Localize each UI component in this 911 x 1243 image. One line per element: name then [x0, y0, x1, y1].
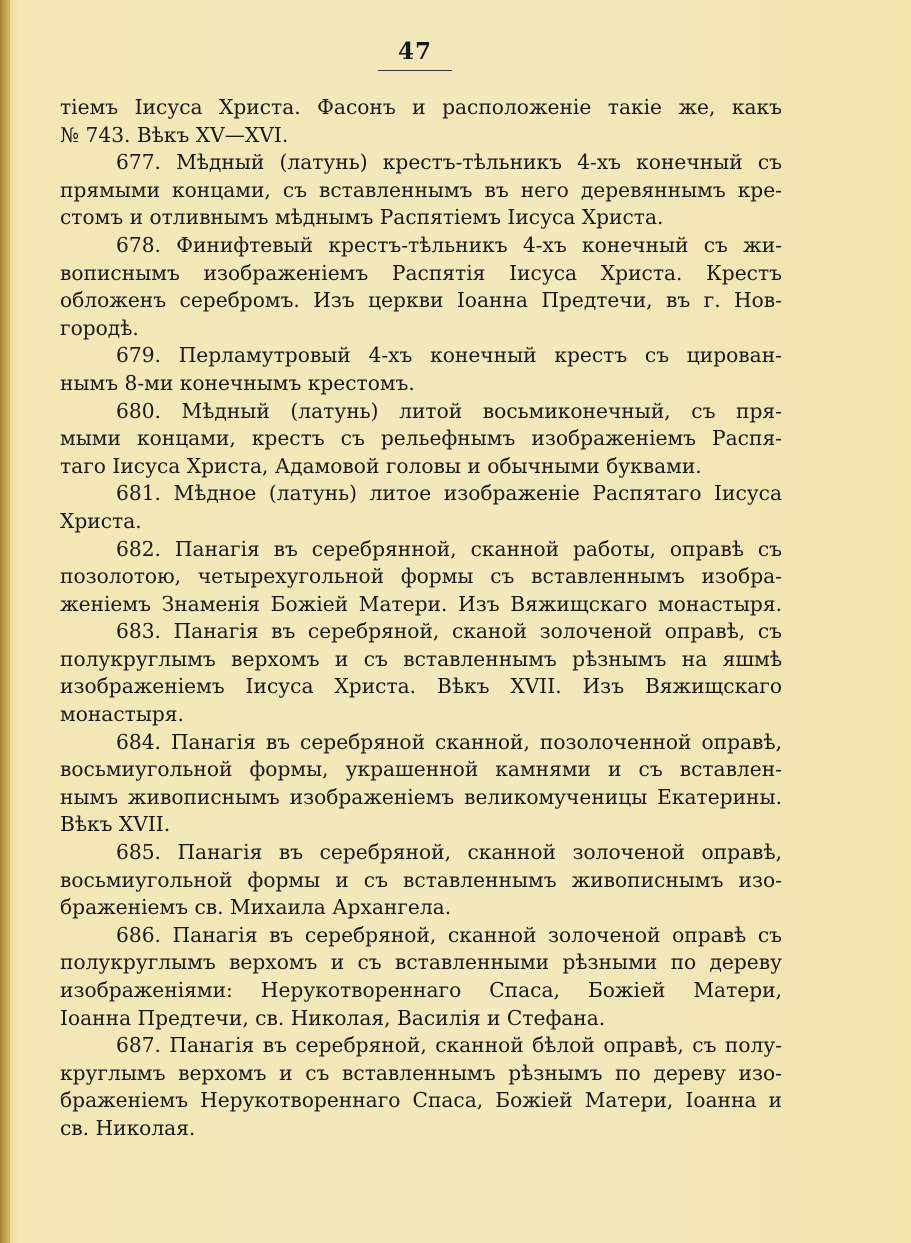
text-line: 681. Мѣдное (латунь) литое изображеніе Распятаго Іисуса [116, 481, 782, 506]
text-line: браженіемъ св. Михаила Архангела. [60, 895, 452, 920]
text-line: мыми концами, крестъ съ рельефнымъ изображеніемъ Распя- [60, 426, 782, 451]
text-line: вописнымъ изображеніемъ Распятія Іисуса Христа. Крестъ [60, 260, 782, 285]
text-line: 677. Мѣдный (латунь) крестъ-тѣльникъ 4-хъ конечный съ [116, 150, 782, 175]
text-line: Вѣкъ XVII. [60, 812, 171, 837]
text-line: прямыми концами, съ вставленнымъ въ него деревяннымъ кре- [60, 177, 782, 202]
text-line: Іоанна Предтечи, св. Николая, Василія и Стефана. [60, 1005, 606, 1030]
text-line: полукруглымъ верхомъ и съ вставленнымъ рѣзнымъ на яшмѣ [60, 646, 782, 671]
body-text [60, 94, 782, 1143]
text-line: 683. Панагія въ серебряной, сканой золоченой оправѣ, съ [116, 619, 782, 644]
text-line: монастыря. [60, 702, 184, 727]
text-line: 684. Панагія въ серебряной сканной, позолоченной оправѣ, [116, 729, 782, 754]
text-line: женіемъ Знаменія Божіей Матери. Изъ Вяжищскаго монастыря. [60, 591, 782, 616]
text-line: нымъ 8-ми конечнымъ крестомъ. [60, 370, 415, 395]
text-line: св. Николая. [60, 1115, 196, 1140]
text-line: круглымъ верхомъ и съ вставленнымъ рѣзнымъ по дереву изо- [60, 1060, 782, 1085]
text-line: позолотою, четырехугольной формы съ вставленнымъ изобра- [60, 564, 782, 589]
text-line: 682. Панагія въ серебрянной, сканной работы, оправѣ съ [116, 536, 782, 561]
text-line: городѣ. [60, 315, 139, 340]
text-line: № 743. Вѣкъ XV—XVI. [60, 122, 289, 147]
text-line: восьмиугольной формы, украшенной камнями и съ вставлен- [60, 757, 782, 782]
text-line: 679. Перламутровый 4-хъ конечный крестъ съ цирован- [116, 343, 782, 368]
text-line: изображеніемъ Іисуса Христа. Вѣкъ XVII. Изъ Вяжищскаго [60, 674, 782, 699]
text-line: 686. Панагія въ серебряной, сканной золоченой оправѣ съ [116, 922, 782, 947]
text-line: 678. Финифтевый крестъ-тѣльникъ 4-хъ конечный съ жи- [116, 232, 782, 257]
text-line: изображеніями: Нерукотвореннаго Спаса, Божіей Матери, [60, 978, 782, 1002]
text-line: обложенъ серебромъ. Изъ церкви Іоанна Предтечи, въ г. Нов- [60, 288, 782, 313]
text-line: браженіемъ Нерукотвореннаго Спаса, Божіей Матери, Іоанна и [60, 1088, 782, 1113]
text-line: стомъ и отливнымъ мѣднымъ Распятіемъ Іисуса Христа. [60, 205, 664, 230]
page-number-rule [378, 70, 452, 71]
text-line: 687. Панагія въ серебряной, сканной бѣлой оправѣ, съ полу- [116, 1033, 782, 1058]
text-line: 685. Панагія въ серебряной, сканной золоченой оправѣ, [116, 840, 782, 865]
text-line: Христа. [60, 508, 142, 533]
page-binding-edge [0, 0, 10, 1243]
text-line: 680. Мѣдный (латунь) литой восьмиконечный, съ пря- [116, 398, 782, 423]
text-line: полукруглымъ верхомъ и съ вставленными рѣзными по дереву [60, 950, 782, 975]
page-number: 47 [397, 38, 432, 65]
text-line: таго Іисуса Христа, Адамовой головы и обычными буквами. [60, 453, 702, 478]
text-line: нымъ живописнымъ изображеніемъ великомученицы Екатерины. [60, 784, 782, 809]
text-line: восьмиугольной формы и съ вставленнымъ живописнымъ изо- [60, 867, 782, 892]
text-line: тіемъ Іисуса Христа. Фасонъ и расположеніе такіе же, какъ [60, 95, 782, 119]
